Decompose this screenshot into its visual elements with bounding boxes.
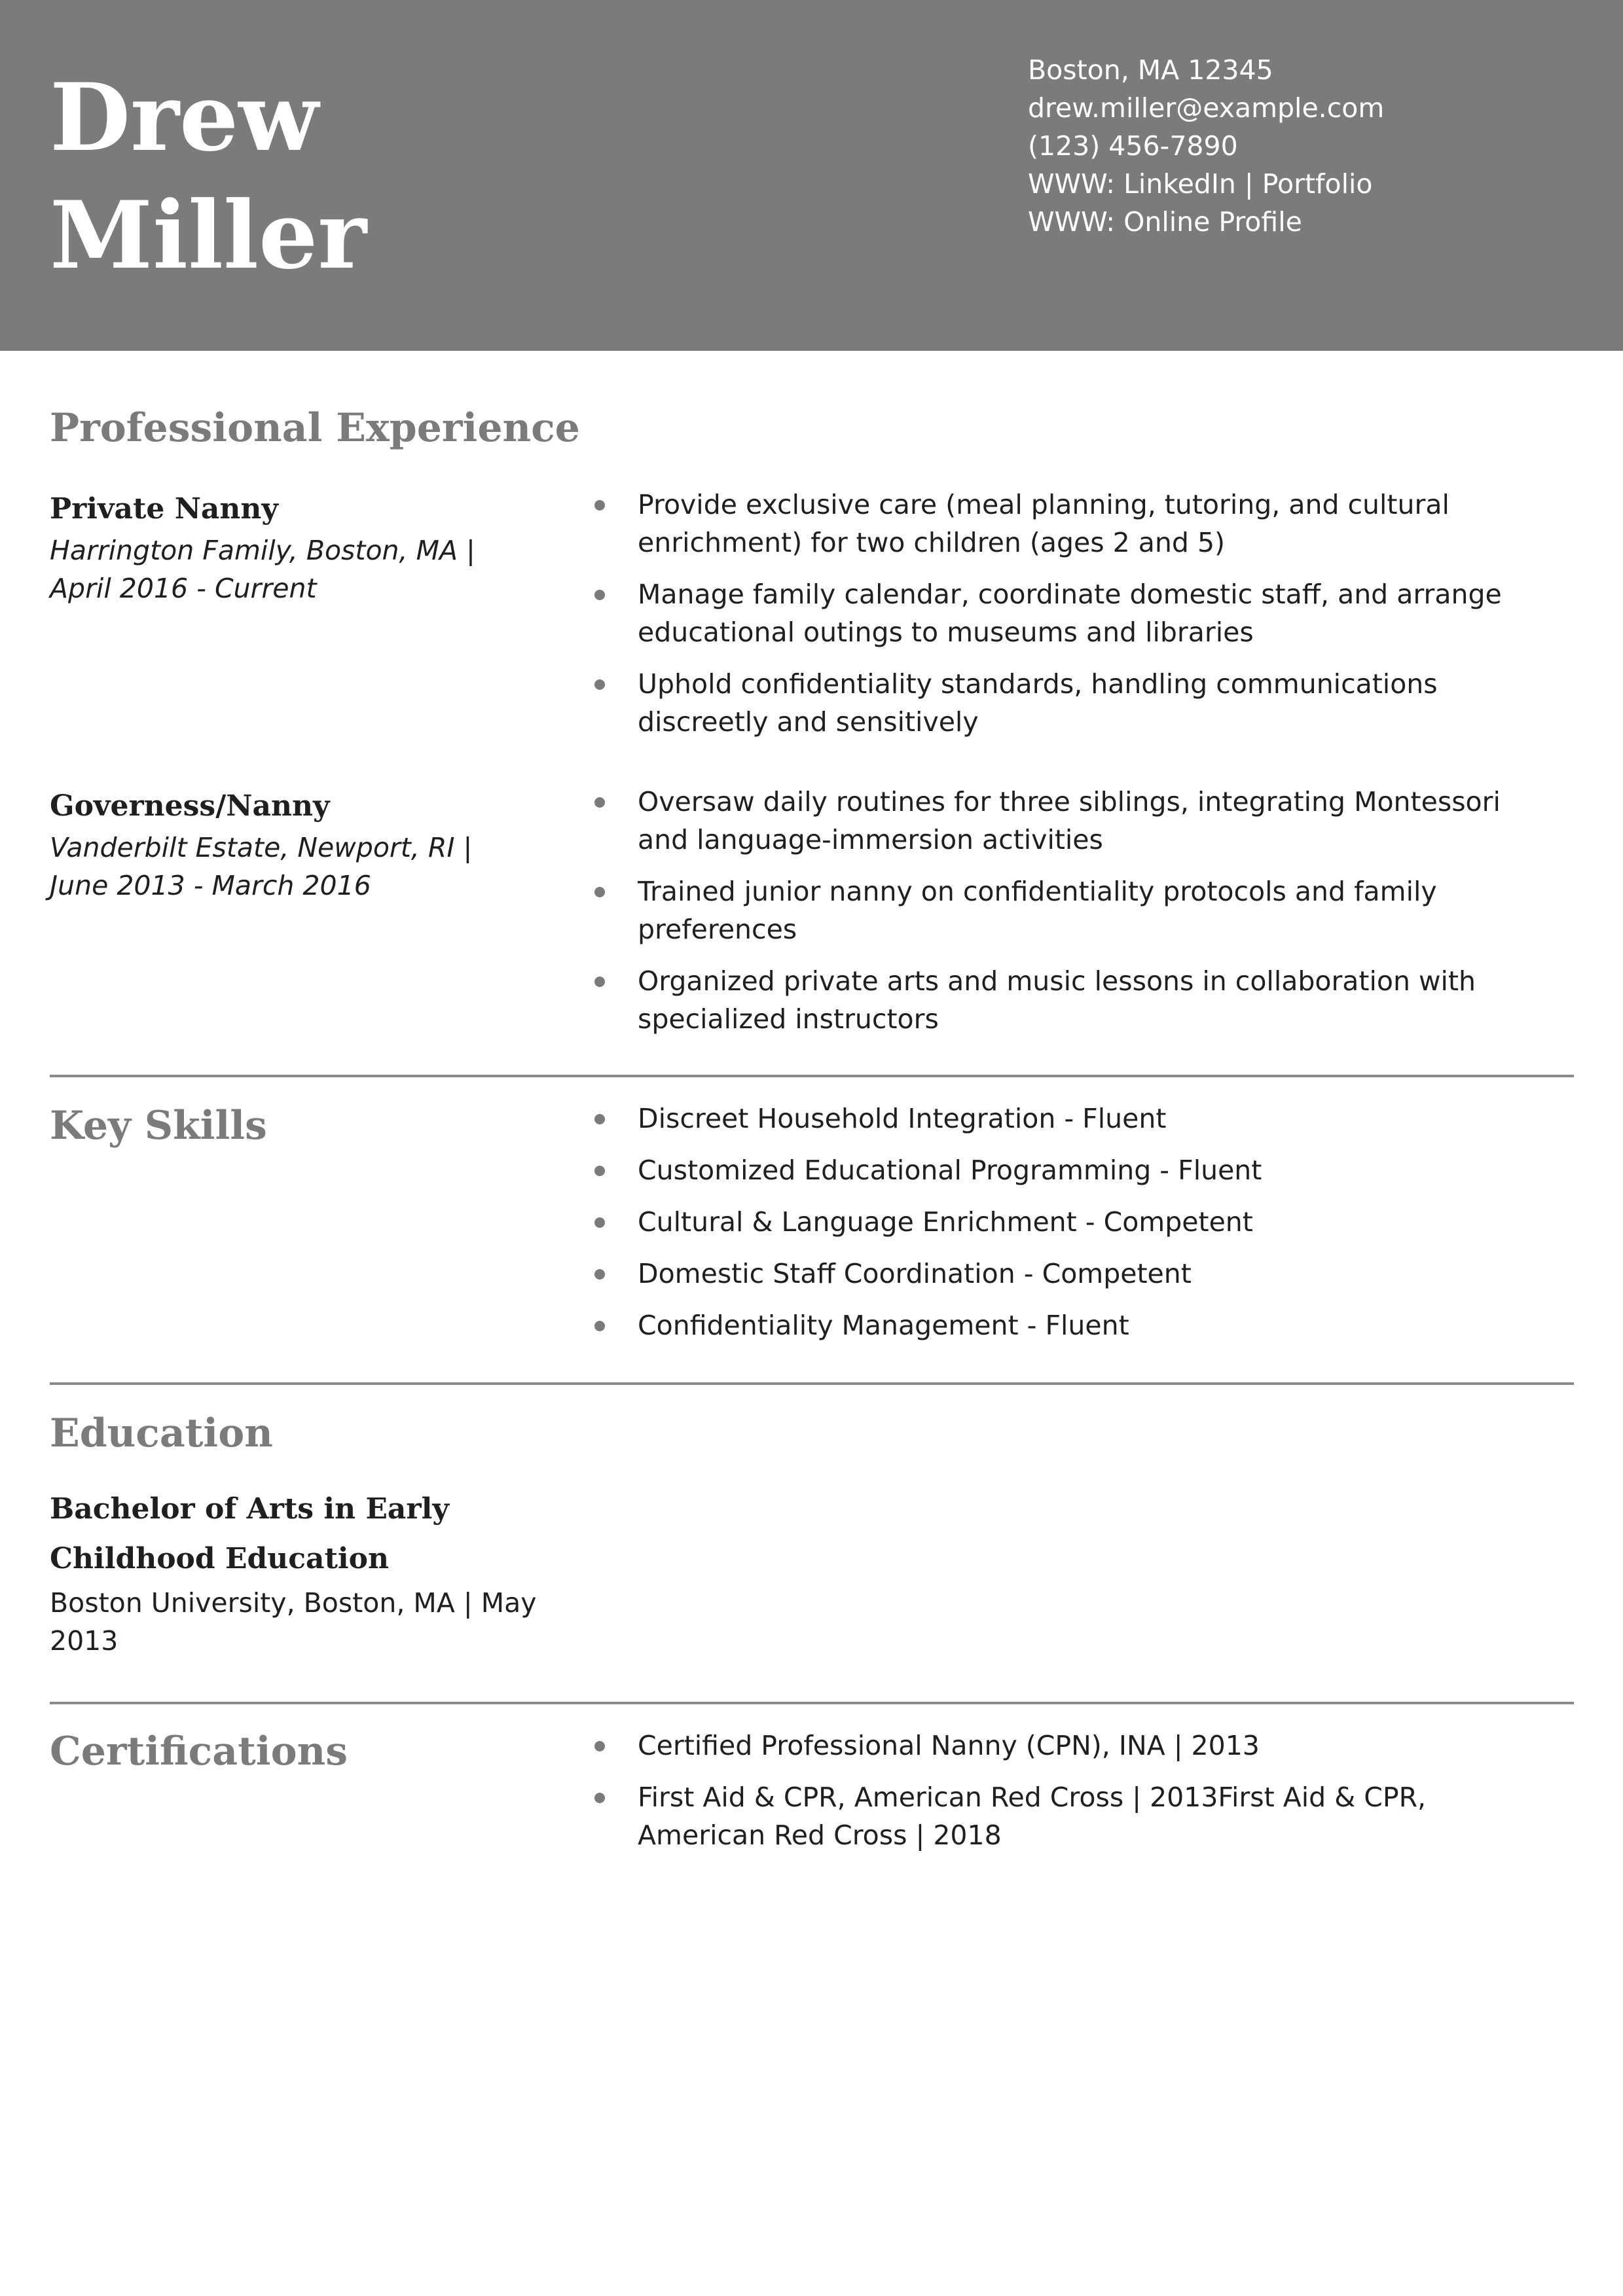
list-item: Discreet Household Integration - Fluent bbox=[589, 1100, 1545, 1138]
list-item: Customized Educational Programming - Fluent bbox=[589, 1151, 1545, 1189]
list-item: Certified Professional Nanny (CPN), INA | 2013 bbox=[589, 1727, 1545, 1765]
skills-section-title: Key Skills bbox=[50, 1103, 267, 1149]
resume-header bbox=[0, 0, 1623, 351]
job-meta-dates: June 2013 - March 2016 bbox=[50, 870, 371, 901]
job-title: Private Nanny bbox=[50, 492, 278, 526]
job-meta-employer: Harrington Family, Boston, MA | bbox=[50, 535, 475, 566]
list-item: Oversaw daily routines for three siblings, integrating Montessori and language-immersion activities bbox=[589, 783, 1545, 859]
contact-profile[interactable]: WWW: Online Profile bbox=[1028, 206, 1302, 238]
experience-section-title: Professional Experience bbox=[50, 405, 580, 451]
job-1-bullets bbox=[589, 486, 1545, 755]
list-item: Manage family calendar, coordinate domestic staff, and arrange educational outings to museums and libraries bbox=[589, 575, 1545, 651]
contact-location: Boston, MA 12345 bbox=[1028, 54, 1273, 86]
list-item: First Aid & CPR, American Red Cross | 2013First Aid & CPR, American Red Cross | 2018 bbox=[589, 1778, 1545, 1854]
last-name: Miller bbox=[50, 181, 367, 290]
contact-info bbox=[1028, 51, 1384, 241]
job-title: Governess/Nanny bbox=[50, 789, 330, 823]
first-name: Drew bbox=[50, 63, 319, 172]
list-item: Cultural & Language Enrichment - Competent bbox=[589, 1203, 1545, 1241]
list-item: Provide exclusive care (meal planning, tutoring, and cultural enrichment) for two children (ages 2 and 5) bbox=[589, 486, 1545, 562]
list-item: Domestic Staff Coordination - Competent bbox=[589, 1255, 1545, 1293]
list-item: Organized private arts and music lessons in collaboration with specialized instructors bbox=[589, 962, 1545, 1038]
skills-list bbox=[589, 1100, 1545, 1358]
certifications-section-title: Certifications bbox=[50, 1729, 348, 1774]
contact-email[interactable]: drew.miller@example.com bbox=[1028, 92, 1385, 124]
education-section-title: Education bbox=[50, 1410, 273, 1456]
job-2-bullets bbox=[589, 783, 1545, 1052]
job-entry-2 bbox=[50, 784, 560, 905]
contact-phone: (123) 456-7890 bbox=[1028, 130, 1238, 162]
section-divider bbox=[50, 1702, 1574, 1704]
job-meta-dates: April 2016 - Current bbox=[50, 573, 317, 604]
degree-line-1: Bachelor of Arts in Early bbox=[50, 1492, 449, 1526]
list-item: Confidentiality Management - Fluent bbox=[589, 1306, 1545, 1344]
list-item: Uphold confidentiality standards, handling communications discreetly and sensitively bbox=[589, 665, 1545, 741]
certifications-list bbox=[589, 1727, 1545, 1868]
section-divider bbox=[50, 1382, 1574, 1385]
candidate-name bbox=[50, 59, 367, 295]
degree-line-2: Childhood Education bbox=[50, 1542, 389, 1575]
section-divider bbox=[50, 1075, 1574, 1077]
job-meta-employer: Vanderbilt Estate, Newport, RI | bbox=[50, 832, 473, 863]
job-entry-1 bbox=[50, 487, 560, 607]
contact-links[interactable]: WWW: LinkedIn | Portfolio bbox=[1028, 168, 1373, 200]
education-school: Boston University, Boston, MA | May 2013 bbox=[50, 1587, 537, 1657]
education-entry bbox=[50, 1484, 574, 1660]
list-item: Trained junior nanny on confidentiality protocols and family preferences bbox=[589, 872, 1545, 948]
